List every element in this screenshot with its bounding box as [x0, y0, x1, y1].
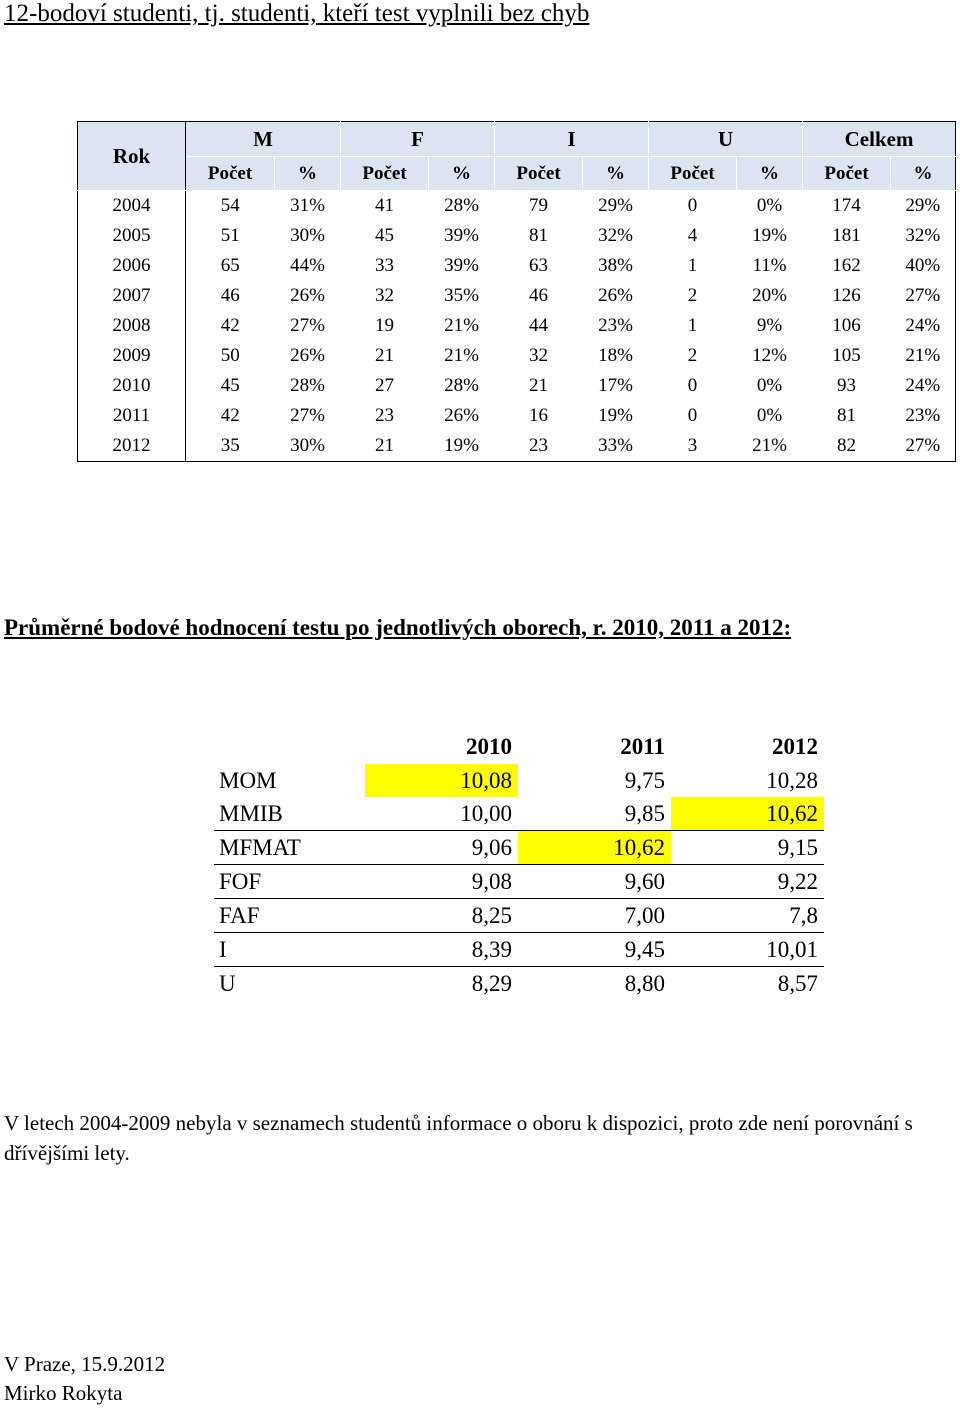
- count-cell: 21: [529, 375, 549, 396]
- score-cell: 9,60: [518, 865, 671, 899]
- score-cell: 9,08: [365, 865, 518, 899]
- year-cell: 2007: [78, 281, 186, 311]
- percent-cell: 28%: [444, 375, 479, 396]
- count-cell: 54: [220, 195, 240, 216]
- count-cell: 126: [832, 285, 861, 306]
- score-cell: 8,57: [777, 970, 818, 996]
- program-name: MOM: [219, 767, 277, 793]
- percent-cell: 21%: [444, 345, 479, 366]
- count-cell: 16: [529, 405, 549, 426]
- percent-cell: 26%: [598, 285, 633, 306]
- subheader-pct: %: [737, 157, 803, 191]
- year-cell: 2010: [78, 371, 186, 401]
- percent-cell: 32%: [891, 221, 956, 251]
- percent-cell: 24%: [891, 311, 956, 341]
- place-date: V Praze, 15.9.2012: [4, 1352, 166, 1376]
- percent-cell: 19%: [752, 225, 787, 246]
- count-cell: 63: [529, 255, 549, 276]
- year-cell: 2004: [78, 191, 186, 222]
- score-cell: 10,08: [365, 764, 518, 797]
- percent-cell: 26%: [290, 285, 325, 306]
- percent-cell: 38%: [598, 255, 633, 276]
- count-cell: 46: [529, 285, 549, 306]
- percent-cell: 31%: [290, 195, 325, 216]
- count-cell: 106: [832, 315, 861, 336]
- subheader-count: Počet: [186, 157, 275, 191]
- table-row: [78, 401, 956, 431]
- count-cell: 162: [832, 255, 861, 276]
- program-name: I: [214, 933, 365, 967]
- percent-cell: 17%: [598, 375, 633, 396]
- percent-cell: 26%: [290, 345, 325, 366]
- percent-cell: 27%: [290, 315, 325, 336]
- percent-cell: 19%: [598, 405, 633, 426]
- percent-cell: 39%: [444, 225, 479, 246]
- count-cell: 45: [220, 375, 240, 396]
- footnote: V letech 2004-2009 nebyla v seznamech studentů informace o oboru k dispozici, proto zde není porovnání s dřívějšími lety.: [4, 1111, 913, 1165]
- count-cell: 0: [687, 405, 698, 426]
- corner-cell: [214, 730, 365, 764]
- score-cell: 10,62: [518, 831, 671, 865]
- percent-cell: 20%: [752, 285, 787, 306]
- year-cell: 2011: [78, 401, 186, 431]
- count-cell: 27: [375, 375, 395, 396]
- group-header-celkem: Celkem: [803, 122, 956, 157]
- score-cell: 9,15: [671, 831, 824, 865]
- year-cell: 2012: [78, 431, 186, 462]
- percent-cell: 21%: [737, 431, 803, 462]
- count-cell: 79: [529, 195, 549, 216]
- percent-cell: 44%: [290, 255, 325, 276]
- year-cell: 2005: [78, 221, 186, 251]
- count-cell: 2: [687, 345, 698, 366]
- score-cell: 8,80: [624, 970, 665, 996]
- count-cell: 32: [375, 285, 395, 306]
- count-cell: 181: [832, 225, 861, 246]
- subheader-count: Počet: [341, 157, 429, 191]
- score-cell: 8,39: [365, 933, 518, 967]
- count-cell: 42: [220, 405, 240, 426]
- percent-cell: 30%: [290, 225, 325, 246]
- year-cell: 2009: [78, 341, 186, 371]
- percent-cell: 23%: [891, 401, 956, 431]
- subheader-pct: %: [891, 157, 956, 191]
- table-row: [78, 431, 956, 462]
- table-row: [214, 899, 824, 933]
- percent-cell: 12%: [752, 345, 787, 366]
- count-cell: 44: [529, 315, 549, 336]
- percent-cell: 19%: [429, 431, 495, 462]
- percent-cell: 21%: [891, 341, 956, 371]
- percent-cell: 18%: [598, 345, 633, 366]
- group-header-i: I: [495, 122, 649, 157]
- percent-cell: 23%: [598, 315, 633, 336]
- score-cell: 10,62: [671, 797, 824, 831]
- count-cell: 41: [375, 195, 395, 216]
- group-header-f: F: [341, 122, 495, 157]
- group-header-u: U: [649, 122, 803, 157]
- percent-cell: 0%: [756, 375, 783, 396]
- subheader-pct: %: [583, 157, 649, 191]
- count-cell: 65: [220, 255, 240, 276]
- count-cell: 3: [649, 431, 737, 462]
- percent-cell: 26%: [444, 405, 479, 426]
- score-cell: 7,8: [671, 899, 824, 933]
- count-cell: 35: [186, 431, 275, 462]
- percent-cell: 0%: [756, 195, 783, 216]
- percent-cell: 0%: [756, 405, 783, 426]
- count-cell: 50: [220, 345, 240, 366]
- count-cell: 51: [220, 225, 240, 246]
- count-cell: 46: [220, 285, 240, 306]
- table-row: [214, 865, 824, 899]
- table-row: [78, 371, 956, 401]
- percent-cell: 40%: [891, 251, 956, 281]
- score-cell: 10,28: [766, 767, 818, 793]
- count-cell: 81: [837, 405, 857, 426]
- subheader-pct: %: [275, 157, 341, 191]
- percent-cell: 32%: [598, 225, 633, 246]
- percent-cell: 35%: [444, 285, 479, 306]
- score-cell: 9,06: [365, 831, 518, 865]
- count-cell: 45: [375, 225, 395, 246]
- count-cell: 42: [220, 315, 240, 336]
- group-header-m: M: [186, 122, 341, 157]
- score-cell: 10,00: [365, 797, 518, 831]
- table-row: [78, 191, 956, 222]
- subheader-count: Počet: [803, 157, 891, 191]
- score-cell: 9,45: [518, 933, 671, 967]
- percent-cell: 33%: [583, 431, 649, 462]
- count-cell: 21: [341, 431, 429, 462]
- percent-cell: 30%: [275, 431, 341, 462]
- count-cell: 33: [375, 255, 395, 276]
- count-cell: 23: [495, 431, 583, 462]
- score-cell: 9,22: [671, 865, 824, 899]
- table-row: [78, 311, 956, 341]
- score-cell: 10,01: [671, 933, 824, 967]
- perfect-score-table: [77, 121, 956, 462]
- percent-cell: 28%: [444, 195, 479, 216]
- author-name: Mirko Rokyta: [4, 1381, 123, 1405]
- percent-cell: 27%: [891, 281, 956, 311]
- count-cell: 4: [687, 225, 698, 246]
- count-cell: 0: [687, 375, 698, 396]
- year-cell: 2008: [78, 311, 186, 341]
- score-cell: 8,25: [365, 899, 518, 933]
- year-header: 2010: [466, 734, 512, 759]
- subheader-pct: %: [429, 157, 495, 191]
- program-name: FAF: [214, 899, 365, 933]
- score-cell: 7,00: [518, 899, 671, 933]
- program-name: MFMAT: [214, 831, 365, 865]
- table-row: [78, 221, 956, 251]
- count-cell: 81: [529, 225, 549, 246]
- table-row: [78, 281, 956, 311]
- percent-cell: 11%: [752, 255, 787, 276]
- score-cell: 9,85: [518, 797, 671, 831]
- table-row: [214, 831, 824, 865]
- count-cell: 19: [375, 315, 395, 336]
- count-cell: 105: [832, 345, 861, 366]
- subheader-count: Počet: [495, 157, 583, 191]
- count-cell: 174: [832, 195, 861, 216]
- table-row: [214, 967, 824, 1001]
- percent-cell: 21%: [444, 315, 479, 336]
- table-row: [214, 797, 824, 831]
- program-name: MMIB: [214, 797, 365, 831]
- percent-cell: 29%: [598, 195, 633, 216]
- count-cell: 32: [529, 345, 549, 366]
- program-name: U: [219, 970, 236, 996]
- percent-cell: 29%: [891, 191, 956, 222]
- percent-cell: 27%: [891, 431, 956, 462]
- average-score-table: [214, 730, 824, 1000]
- page-heading: 12-bodoví studenti, tj. studenti, kteří test vyplnili bez chyb: [4, 0, 590, 27]
- count-cell: 1: [687, 255, 698, 276]
- percent-cell: 39%: [444, 255, 479, 276]
- program-name: FOF: [214, 865, 365, 899]
- table-row: [214, 764, 824, 797]
- count-cell: 82: [803, 431, 891, 462]
- section-heading: Průměrné bodové hodnocení testu po jednotlivých oborech, r. 2010, 2011 a 2012:: [4, 615, 792, 640]
- score-cell: 8,29: [471, 970, 512, 996]
- year-header: 2012: [772, 734, 818, 759]
- percent-cell: 28%: [290, 375, 325, 396]
- count-cell: 0: [687, 195, 698, 216]
- percent-cell: 24%: [891, 371, 956, 401]
- percent-cell: 9%: [756, 315, 783, 336]
- table-row: [214, 933, 824, 967]
- score-cell: 9,75: [624, 767, 665, 793]
- year-header: 2011: [620, 734, 665, 759]
- count-cell: 93: [837, 375, 857, 396]
- percent-cell: 27%: [290, 405, 325, 426]
- count-cell: 21: [375, 345, 395, 366]
- table-row: [78, 251, 956, 281]
- subheader-count: Počet: [649, 157, 737, 191]
- table-row: [78, 341, 956, 371]
- count-cell: 1: [687, 315, 698, 336]
- rok-header: Rok: [78, 122, 186, 191]
- count-cell: 2: [687, 285, 698, 306]
- count-cell: 23: [375, 405, 395, 426]
- year-cell: 2006: [78, 251, 186, 281]
- signature-block: [4, 1350, 165, 1408]
